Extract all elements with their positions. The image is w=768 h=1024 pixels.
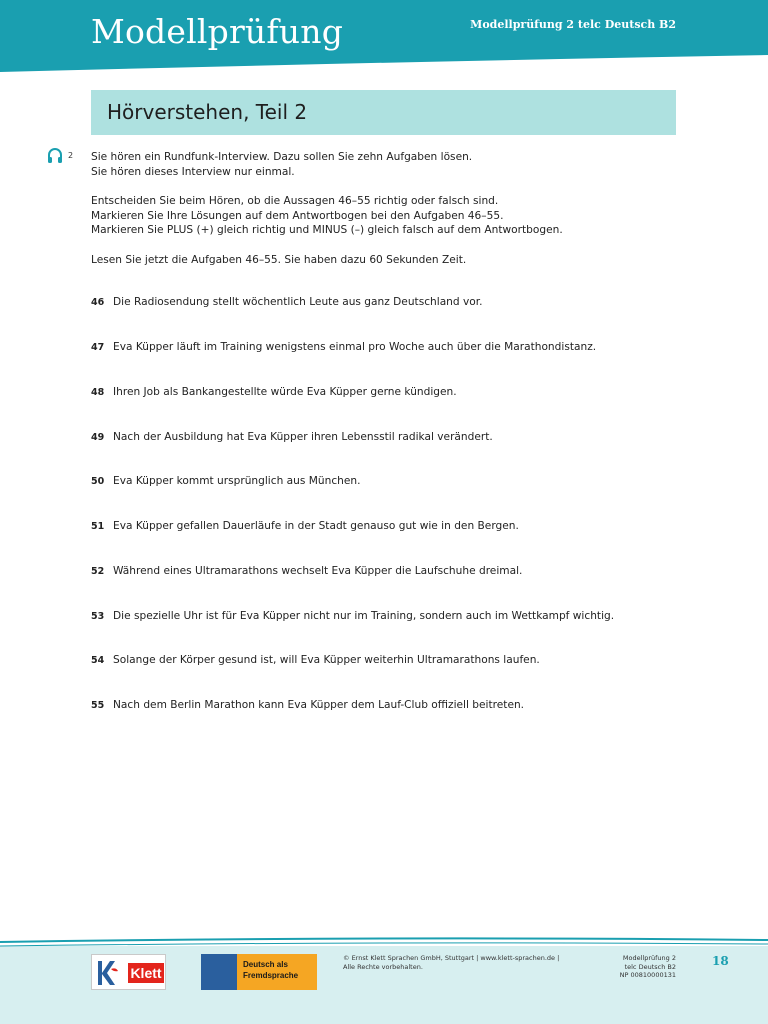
task-item (91, 475, 691, 487)
instruction-line: Sie hören dieses Interview nur einmal. (91, 165, 295, 178)
copyright-line: Alle Rechte vorbehalten. (343, 962, 423, 971)
exam-info-line: NP 00810000131 (619, 971, 676, 979)
task-number: 47 (91, 342, 105, 353)
header-title: Modellprüfung (91, 12, 344, 51)
daf-logo (201, 954, 317, 990)
task-text: Die spezielle Uhr ist für Eva Küpper nicht nur im Training, sondern auch im Wettkampf wichtig. (113, 610, 615, 622)
instruction-line: Sie hören ein Rundfunk-Interview. Dazu sollen Sie zehn Aufgaben lösen. (91, 151, 473, 163)
klett-mark-icon (94, 955, 120, 989)
audio-track-marker (46, 147, 73, 165)
task-number: 55 (91, 700, 105, 711)
task-item (91, 341, 691, 353)
instruction-paragraph-3 (91, 253, 691, 268)
task-item (91, 699, 691, 711)
exam-info-line: Modellprüfung 2 (622, 954, 676, 962)
task-item (91, 565, 691, 577)
instruction-line: Markieren Sie PLUS (+) gleich richtig und MINUS (–) gleich falsch auf dem Antwortbogen. (91, 224, 563, 236)
task-text: Die Radiosendung stellt wöchentlich Leute aus ganz Deutschland vor. (113, 296, 483, 308)
page-header (0, 0, 768, 80)
task-number: 46 (91, 297, 105, 308)
task-number: 51 (91, 521, 105, 532)
instruction-line: Lesen Sie jetzt die Aufgaben 46–55. Sie haben dazu 60 Sekunden Zeit. (91, 254, 467, 266)
task-number: 53 (91, 611, 105, 622)
task-item (91, 386, 691, 398)
task-text: Solange der Körper gesund ist, will Eva Küpper weiterhin Ultramarathons laufen. (113, 654, 540, 666)
task-text: Während eines Ultramarathons wechselt Eva Küpper die Laufschuhe dreimal. (113, 565, 523, 577)
task-text: Ihren Job als Bankangestellte würde Eva Küpper gerne kündigen. (113, 386, 457, 398)
headphones-icon (46, 147, 64, 165)
exam-info-line: telc Deutsch B2 (624, 962, 676, 971)
task-text: Eva Küpper kommt ursprünglich aus München. (113, 475, 361, 487)
task-item (91, 610, 691, 622)
task-number: 54 (91, 655, 105, 666)
task-item (91, 431, 691, 443)
page-footer (0, 930, 768, 1024)
instruction-line: Entscheiden Sie beim Hören, ob die Aussagen 46–55 richtig oder falsch sind. (91, 195, 499, 207)
exam-info (592, 954, 676, 980)
task-item (91, 296, 691, 308)
task-item (91, 520, 691, 532)
task-text: Eva Küpper gefallen Dauerläufe in der Stadt genauso gut wie in den Bergen. (113, 520, 519, 532)
footer-wave-lines (0, 930, 768, 952)
instruction-paragraph-2 (91, 194, 691, 238)
track-number: 2 (68, 151, 74, 160)
klett-wordmark: Klett (128, 963, 164, 983)
daf-logo-block (201, 954, 237, 990)
daf-logo-line: Deutsch als (243, 960, 288, 969)
task-number: 49 (91, 432, 105, 443)
task-number: 50 (91, 476, 105, 487)
section-heading-box (91, 90, 676, 135)
klett-logo (91, 954, 166, 990)
instruction-line: Markieren Sie Ihre Lösungen auf dem Antwortbogen bei den Aufgaben 46–55. (91, 209, 504, 222)
task-text: Nach dem Berlin Marathon kann Eva Küpper dem Lauf-Club offiziell beitreten. (113, 699, 525, 711)
task-text: Nach der Ausbildung hat Eva Küpper ihren Lebensstil radikal verändert. (113, 431, 493, 443)
copyright-line: © Ernst Klett Sprachen GmbH, Stuttgart | www.klett-sprachen.de | (343, 954, 560, 962)
task-number: 52 (91, 566, 105, 577)
task-item (91, 654, 691, 666)
daf-logo-label (237, 954, 317, 990)
task-text: Eva Küpper läuft im Training wenigstens einmal pro Woche auch über die Marathondistanz. (113, 341, 597, 353)
instruction-paragraph-1 (91, 150, 691, 179)
task-number: 48 (91, 387, 105, 398)
page-number: 18 (712, 954, 729, 968)
section-title: Hörverstehen, Teil 2 (107, 100, 308, 124)
copyright-notice (343, 954, 559, 971)
daf-logo-line: Fremdsprache (243, 971, 299, 980)
header-subtitle: Modellprüfung 2 telc Deutsch B2 (470, 18, 676, 31)
